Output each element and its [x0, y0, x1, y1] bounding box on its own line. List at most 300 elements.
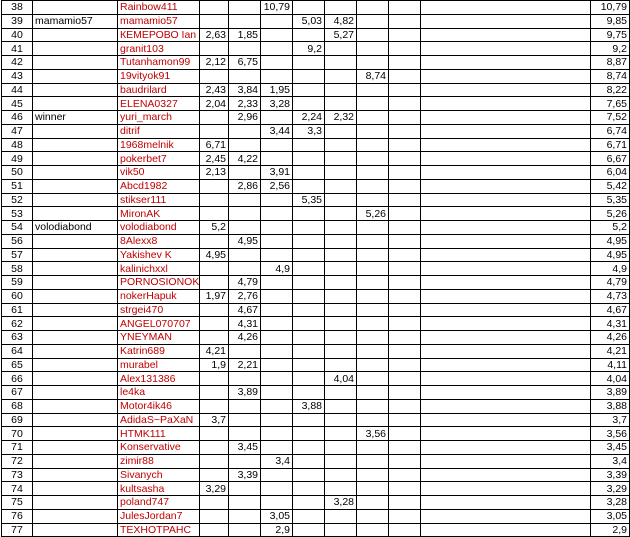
score-cell-3 [261, 289, 293, 303]
total-cell: 5,2 [591, 221, 630, 235]
nickname-cell: kultsasha [118, 482, 200, 496]
row-number-cell: 51 [2, 179, 33, 193]
score-cell-1 [200, 427, 229, 441]
score-cell-2 [229, 69, 261, 83]
owner-cell [33, 317, 118, 331]
score-cell-6 [357, 179, 389, 193]
nickname-cell: vik50 [118, 166, 200, 180]
score-cell-3 [261, 276, 293, 290]
score-cell-2: 4,67 [229, 303, 261, 317]
score-cell-2 [229, 207, 261, 221]
nickname-cell: le4ka [118, 386, 200, 400]
row-number-cell: 69 [2, 413, 33, 427]
score-cell-6 [357, 399, 389, 413]
table-row [2, 523, 630, 537]
table-row [2, 138, 630, 152]
score-cell-2: 3,84 [229, 83, 261, 97]
score-cell-2 [229, 523, 261, 537]
score-cell-1 [200, 124, 229, 138]
nickname-cell: pokerbet7 [118, 152, 200, 166]
nickname-cell: КЕМЕРОВО Ian [118, 28, 200, 42]
empty-cell [421, 42, 591, 56]
score-cell-7 [389, 331, 421, 345]
score-cell-6: 3,56 [357, 427, 389, 441]
score-cell-6 [357, 317, 389, 331]
row-number-cell: 62 [2, 317, 33, 331]
score-cell-7 [389, 193, 421, 207]
total-cell: 8,74 [591, 69, 630, 83]
row-number-cell: 65 [2, 358, 33, 372]
row-number-cell: 75 [2, 496, 33, 510]
score-cell-6 [357, 14, 389, 28]
score-cell-1 [200, 276, 229, 290]
nickname-cell: ditrif [118, 124, 200, 138]
table-row [2, 468, 630, 482]
nickname-cell: zimir88 [118, 454, 200, 468]
owner-cell [33, 523, 118, 537]
score-cell-1: 4,95 [200, 248, 229, 262]
score-cell-2 [229, 221, 261, 235]
score-cell-3 [261, 413, 293, 427]
nickname-cell: HTMK111 [118, 427, 200, 441]
row-number-cell: 46 [2, 111, 33, 125]
row-number-cell: 45 [2, 97, 33, 111]
score-cell-5 [325, 83, 357, 97]
row-number-cell: 61 [2, 303, 33, 317]
owner-cell: mamamio57 [33, 14, 118, 28]
empty-cell [421, 276, 591, 290]
total-cell: 10,79 [591, 1, 630, 15]
score-cell-4 [293, 56, 325, 70]
score-cell-2 [229, 166, 261, 180]
total-cell: 3,89 [591, 386, 630, 400]
score-cell-2 [229, 372, 261, 386]
empty-cell [421, 358, 591, 372]
table-row [2, 124, 630, 138]
score-cell-3 [261, 152, 293, 166]
score-cell-2 [229, 344, 261, 358]
score-cell-5 [325, 179, 357, 193]
row-number-cell: 64 [2, 344, 33, 358]
score-cell-1 [200, 509, 229, 523]
table-row [2, 399, 630, 413]
total-cell: 9,2 [591, 42, 630, 56]
empty-cell [421, 331, 591, 345]
row-number-cell: 44 [2, 83, 33, 97]
row-number-cell: 67 [2, 386, 33, 400]
score-cell-1 [200, 207, 229, 221]
table-row [2, 427, 630, 441]
score-cell-6: 8,74 [357, 69, 389, 83]
owner-cell [33, 124, 118, 138]
owner-cell [33, 468, 118, 482]
score-cell-5 [325, 386, 357, 400]
score-cell-4 [293, 69, 325, 83]
score-cell-5 [325, 344, 357, 358]
empty-cell [421, 482, 591, 496]
empty-cell [421, 1, 591, 15]
empty-cell [421, 138, 591, 152]
score-cell-6 [357, 344, 389, 358]
score-cell-2: 4,95 [229, 234, 261, 248]
table-row [2, 179, 630, 193]
score-cell-5 [325, 427, 357, 441]
score-cell-1: 5,2 [200, 221, 229, 235]
table-row [2, 289, 630, 303]
score-cell-5 [325, 454, 357, 468]
owner-cell [33, 69, 118, 83]
score-cell-2: 4,31 [229, 317, 261, 331]
score-cell-6 [357, 509, 389, 523]
empty-cell [421, 234, 591, 248]
score-cell-6 [357, 468, 389, 482]
score-cell-3 [261, 234, 293, 248]
owner-cell [33, 138, 118, 152]
nickname-cell: 19vityok91 [118, 69, 200, 83]
total-cell: 4,95 [591, 248, 630, 262]
score-cell-4: 3,3 [293, 124, 325, 138]
score-cell-7 [389, 221, 421, 235]
total-cell: 4,04 [591, 372, 630, 386]
empty-cell [421, 97, 591, 111]
score-cell-6 [357, 138, 389, 152]
table-row [2, 509, 630, 523]
empty-cell [421, 289, 591, 303]
owner-cell [33, 28, 118, 42]
score-cell-1: 3,29 [200, 482, 229, 496]
score-cell-3 [261, 496, 293, 510]
score-cell-4 [293, 234, 325, 248]
score-cell-3 [261, 14, 293, 28]
score-cell-6 [357, 482, 389, 496]
score-cell-5 [325, 42, 357, 56]
nickname-cell: volodiabond [118, 221, 200, 235]
score-cell-6 [357, 276, 389, 290]
score-cell-3 [261, 358, 293, 372]
score-cell-3 [261, 399, 293, 413]
score-cell-3: 4,9 [261, 262, 293, 276]
empty-cell [421, 193, 591, 207]
total-cell: 5,42 [591, 179, 630, 193]
nickname-cell: AdidaS~PaXaN [118, 413, 200, 427]
score-cell-2 [229, 1, 261, 15]
score-cell-6 [357, 97, 389, 111]
score-cell-3 [261, 111, 293, 125]
score-cell-5 [325, 303, 357, 317]
owner-cell [33, 248, 118, 262]
nickname-cell: ANGEL070707 [118, 317, 200, 331]
owner-cell [33, 509, 118, 523]
score-cell-2 [229, 42, 261, 56]
score-cell-4 [293, 454, 325, 468]
score-cell-2: 2,86 [229, 179, 261, 193]
score-cell-4 [293, 303, 325, 317]
score-cell-7 [389, 248, 421, 262]
score-cell-1: 2,04 [200, 97, 229, 111]
table-row [2, 454, 630, 468]
total-cell: 4,67 [591, 303, 630, 317]
total-cell: 5,35 [591, 193, 630, 207]
owner-cell [33, 303, 118, 317]
score-cell-7 [389, 207, 421, 221]
score-cell-7 [389, 138, 421, 152]
owner-cell [33, 234, 118, 248]
score-cell-6 [357, 303, 389, 317]
nickname-cell: Katrin689 [118, 344, 200, 358]
row-number-cell: 68 [2, 399, 33, 413]
owner-cell [33, 1, 118, 15]
owner-cell [33, 193, 118, 207]
nickname-cell: Motor4ik46 [118, 399, 200, 413]
score-cell-5 [325, 262, 357, 276]
nickname-cell: Yakishev K [118, 248, 200, 262]
score-cell-7 [389, 468, 421, 482]
empty-cell [421, 372, 591, 386]
score-cell-6 [357, 262, 389, 276]
score-cell-3 [261, 207, 293, 221]
score-cell-7 [389, 372, 421, 386]
score-cell-5: 4,04 [325, 372, 357, 386]
row-number-cell: 42 [2, 56, 33, 70]
owner-cell [33, 427, 118, 441]
score-cell-5 [325, 193, 357, 207]
total-cell: 3,05 [591, 509, 630, 523]
score-cell-2: 2,76 [229, 289, 261, 303]
owner-cell [33, 331, 118, 345]
score-cell-7 [389, 234, 421, 248]
score-cell-4: 3,88 [293, 399, 325, 413]
empty-cell [421, 427, 591, 441]
score-cell-2: 1,85 [229, 28, 261, 42]
score-cell-3 [261, 482, 293, 496]
owner-cell [33, 454, 118, 468]
score-cell-6 [357, 386, 389, 400]
owner-cell [33, 276, 118, 290]
score-cell-7 [389, 344, 421, 358]
score-cell-2: 2,96 [229, 111, 261, 125]
total-cell: 3,56 [591, 427, 630, 441]
score-cell-4: 9,2 [293, 42, 325, 56]
table-row [2, 193, 630, 207]
table-row [2, 496, 630, 510]
score-cell-7 [389, 454, 421, 468]
total-cell: 6,74 [591, 124, 630, 138]
empty-cell [421, 509, 591, 523]
total-cell: 8,87 [591, 56, 630, 70]
score-cell-6 [357, 42, 389, 56]
empty-cell [421, 179, 591, 193]
score-cell-6 [357, 523, 389, 537]
table-row [2, 152, 630, 166]
score-cell-1 [200, 523, 229, 537]
table-row [2, 317, 630, 331]
table-row [2, 441, 630, 455]
empty-cell [421, 303, 591, 317]
score-cell-3 [261, 331, 293, 345]
score-cell-6: 5,26 [357, 207, 389, 221]
table-row [2, 83, 630, 97]
score-cell-3 [261, 468, 293, 482]
score-cell-4 [293, 289, 325, 303]
score-cell-3 [261, 56, 293, 70]
score-cell-6 [357, 289, 389, 303]
score-cell-4 [293, 248, 325, 262]
score-cell-5 [325, 482, 357, 496]
score-cell-6 [357, 56, 389, 70]
table-row [2, 42, 630, 56]
empty-cell [421, 262, 591, 276]
owner-cell: winner [33, 111, 118, 125]
score-cell-5: 4,82 [325, 14, 357, 28]
empty-cell [421, 496, 591, 510]
total-cell: 2,9 [591, 523, 630, 537]
score-cell-5: 5,27 [325, 28, 357, 42]
score-cell-7 [389, 509, 421, 523]
owner-cell [33, 372, 118, 386]
score-cell-2 [229, 124, 261, 138]
table-row [2, 303, 630, 317]
nickname-cell: PORNOSIONOK [118, 276, 200, 290]
row-number-cell: 38 [2, 1, 33, 15]
score-cell-5 [325, 289, 357, 303]
score-cell-2: 3,45 [229, 441, 261, 455]
score-cell-4 [293, 386, 325, 400]
total-cell: 3,7 [591, 413, 630, 427]
score-cell-3 [261, 138, 293, 152]
table-row [2, 482, 630, 496]
total-cell: 4,26 [591, 331, 630, 345]
score-cell-1 [200, 14, 229, 28]
score-cell-3 [261, 28, 293, 42]
score-cell-6 [357, 124, 389, 138]
score-cell-4: 5,35 [293, 193, 325, 207]
total-cell: 4,9 [591, 262, 630, 276]
row-number-cell: 70 [2, 427, 33, 441]
table-row [2, 262, 630, 276]
score-cell-6 [357, 496, 389, 510]
score-cell-1 [200, 42, 229, 56]
score-cell-7 [389, 97, 421, 111]
nickname-cell: mamamio57 [118, 14, 200, 28]
nickname-cell: Abcd1982 [118, 179, 200, 193]
score-cell-2 [229, 509, 261, 523]
table-row [2, 14, 630, 28]
empty-cell [421, 28, 591, 42]
score-cell-7 [389, 56, 421, 70]
score-cell-5 [325, 152, 357, 166]
score-cell-6 [357, 441, 389, 455]
score-cell-4: 2,24 [293, 111, 325, 125]
nickname-cell: kalinichxxl [118, 262, 200, 276]
total-cell: 4,95 [591, 234, 630, 248]
score-cell-2: 3,39 [229, 468, 261, 482]
score-cell-4 [293, 1, 325, 15]
total-cell: 5,26 [591, 207, 630, 221]
score-cell-5 [325, 138, 357, 152]
total-cell: 7,52 [591, 111, 630, 125]
nickname-cell: Sivanych [118, 468, 200, 482]
nickname-cell: stikser111 [118, 193, 200, 207]
score-cell-4 [293, 441, 325, 455]
score-cell-7 [389, 262, 421, 276]
score-cell-3: 3,4 [261, 454, 293, 468]
score-cell-5 [325, 276, 357, 290]
row-number-cell: 63 [2, 331, 33, 345]
row-number-cell: 52 [2, 193, 33, 207]
empty-cell [421, 166, 591, 180]
score-cell-7 [389, 276, 421, 290]
score-cell-1: 4,21 [200, 344, 229, 358]
row-number-cell: 50 [2, 166, 33, 180]
score-cell-2: 2,21 [229, 358, 261, 372]
score-cell-7 [389, 152, 421, 166]
score-cell-5 [325, 207, 357, 221]
score-cell-4 [293, 97, 325, 111]
score-cell-2: 4,79 [229, 276, 261, 290]
score-cell-1 [200, 468, 229, 482]
table-row [2, 413, 630, 427]
score-cell-1 [200, 441, 229, 455]
empty-cell [421, 69, 591, 83]
table-row [2, 221, 630, 235]
score-cell-6 [357, 413, 389, 427]
score-cell-4 [293, 413, 325, 427]
score-cell-2 [229, 454, 261, 468]
score-cell-6 [357, 152, 389, 166]
score-cell-3 [261, 193, 293, 207]
score-cell-4 [293, 179, 325, 193]
row-number-cell: 77 [2, 523, 33, 537]
score-cell-6 [357, 248, 389, 262]
score-cell-6 [357, 358, 389, 372]
row-number-cell: 41 [2, 42, 33, 56]
score-cell-3 [261, 317, 293, 331]
total-cell: 4,21 [591, 344, 630, 358]
table-row [2, 28, 630, 42]
score-cell-1 [200, 317, 229, 331]
empty-cell [421, 413, 591, 427]
total-cell: 3,28 [591, 496, 630, 510]
row-number-cell: 49 [2, 152, 33, 166]
score-cell-5 [325, 248, 357, 262]
score-cell-6 [357, 234, 389, 248]
score-cell-7 [389, 441, 421, 455]
total-cell: 3,29 [591, 482, 630, 496]
nickname-cell: poland747 [118, 496, 200, 510]
row-number-cell: 39 [2, 14, 33, 28]
score-cell-7 [389, 42, 421, 56]
empty-cell [421, 83, 591, 97]
score-cell-1 [200, 454, 229, 468]
empty-cell [421, 207, 591, 221]
score-cell-1 [200, 262, 229, 276]
score-cell-7 [389, 358, 421, 372]
empty-cell [421, 111, 591, 125]
score-cell-2: 4,22 [229, 152, 261, 166]
score-cell-2 [229, 427, 261, 441]
row-number-cell: 60 [2, 289, 33, 303]
score-cell-6 [357, 193, 389, 207]
score-cell-5 [325, 441, 357, 455]
score-cell-6 [357, 454, 389, 468]
score-cell-4 [293, 358, 325, 372]
owner-cell [33, 97, 118, 111]
score-cell-4 [293, 262, 325, 276]
score-cell-7 [389, 179, 421, 193]
empty-cell [421, 124, 591, 138]
score-cell-2 [229, 496, 261, 510]
owner-cell [33, 496, 118, 510]
